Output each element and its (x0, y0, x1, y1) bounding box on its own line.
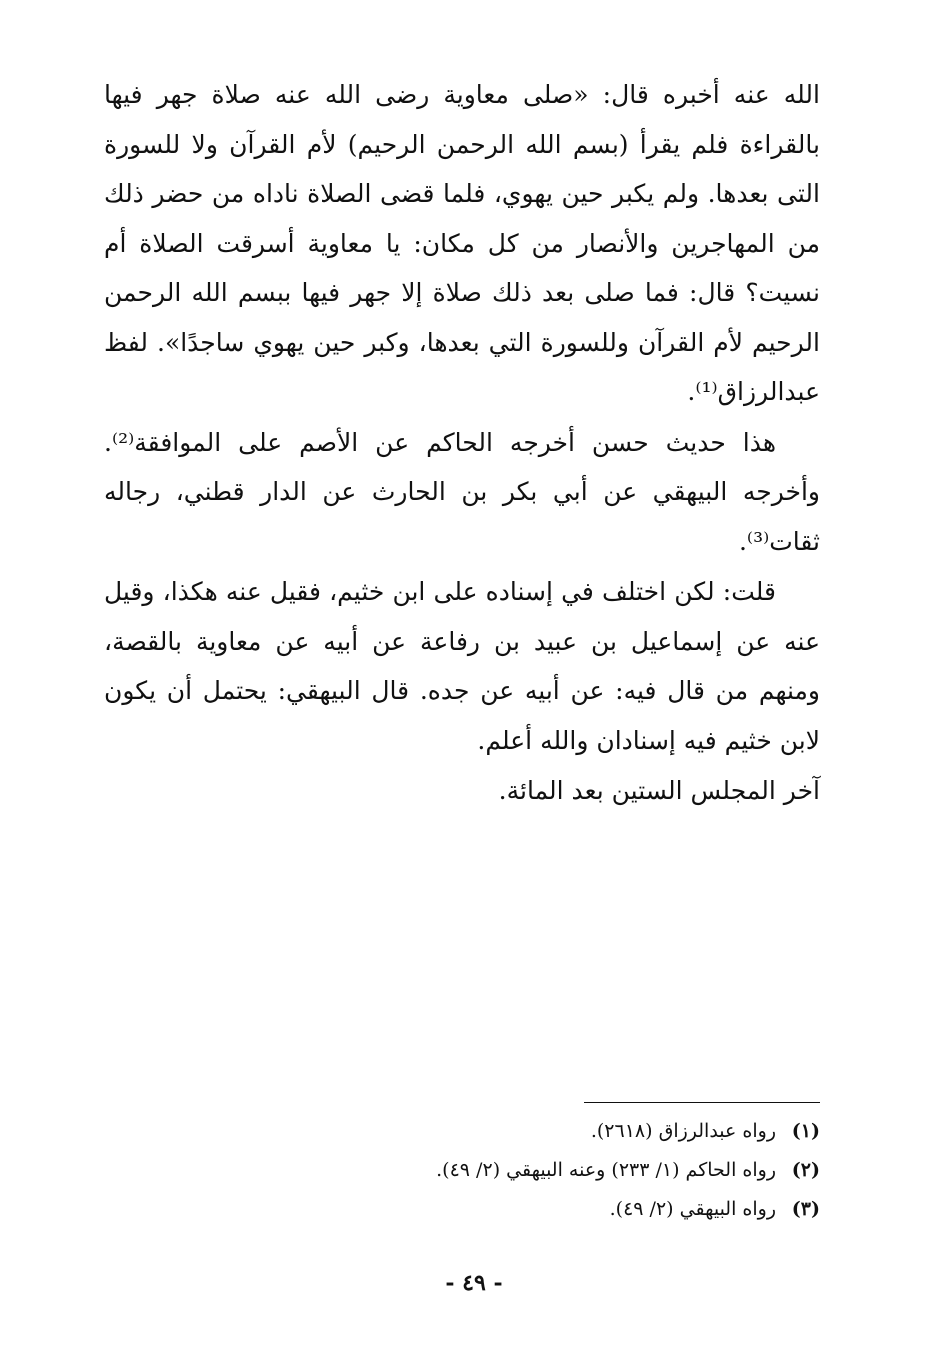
footnotes-section (260, 1112, 820, 1229)
paragraph-hadith: الله عنه أخبره قال: «صلى معاوية رضى الله عنه صلاة جهر فيها بالقراءة فلم يقرأ (بسم الله الرحمن الرحيم) لأم القرآن ولا للسورة التى بعدها. ولم يكبر حين يهوي، فلما قضى الصلاة ناداه من حضر ذلك من المهاجرين والأنصار من كل مكان: يا معاوية أسرقت الصلاة أم نسيت؟ قال: فما صلى بعد ذلك صلاة إلا جهر فيها ببسم الله الرحمن الرحيم لأم القرآن وللسورة التي بعدها، وكبر حين يهوي ساجدًا». لفظ عبدالرزاق⁽¹⁾. (104, 80, 820, 406)
footnote-text: رواه البيهقي (٢/ ٤٩). (609, 1198, 776, 1220)
footnote-divider (584, 1102, 820, 1103)
footnote-number: (١) (791, 1120, 820, 1142)
page-number: - ٤٩ - (445, 1270, 503, 1296)
footnote-number: (٢) (791, 1159, 820, 1181)
footnote-item (260, 1190, 820, 1229)
paragraph-session-end: آخر المجلس الستين بعد المائة. (498, 776, 820, 805)
footnote-text: رواه عبدالرزاق (٢٦١٨). (590, 1120, 776, 1142)
footnote-item (260, 1151, 820, 1190)
paragraph-takhrij: هذا حديث حسن أخرجه الحاكم عن الأصم على الموافقة⁽²⁾. وأخرجه البيهقي عن أبي بكر بن الحارث عن الدار قطني، رجاله ثقات⁽³⁾. (104, 427, 820, 556)
main-text-block (104, 70, 820, 816)
footnote-text: رواه الحاكم (١/ ٢٣٣) وعنه البيهقي (٢/ ٤٩). (436, 1159, 776, 1181)
paragraph-commentary: قلت: لكن اختلف في إسناده على ابن خثيم، فقيل عنه هكذا، وقيل عنه عن إسماعيل بن عبيد بن رفاعة عن أبيه عن معاوية بالقصة، ومنهم من قال فيه: عن أبيه عن جده. قال البيهقي: يحتمل أن يكون لابن خثيم فيه إسنادان والله أعلم. (104, 577, 820, 755)
footnote-number: (٣) (791, 1198, 820, 1220)
footnote-item (260, 1112, 820, 1151)
